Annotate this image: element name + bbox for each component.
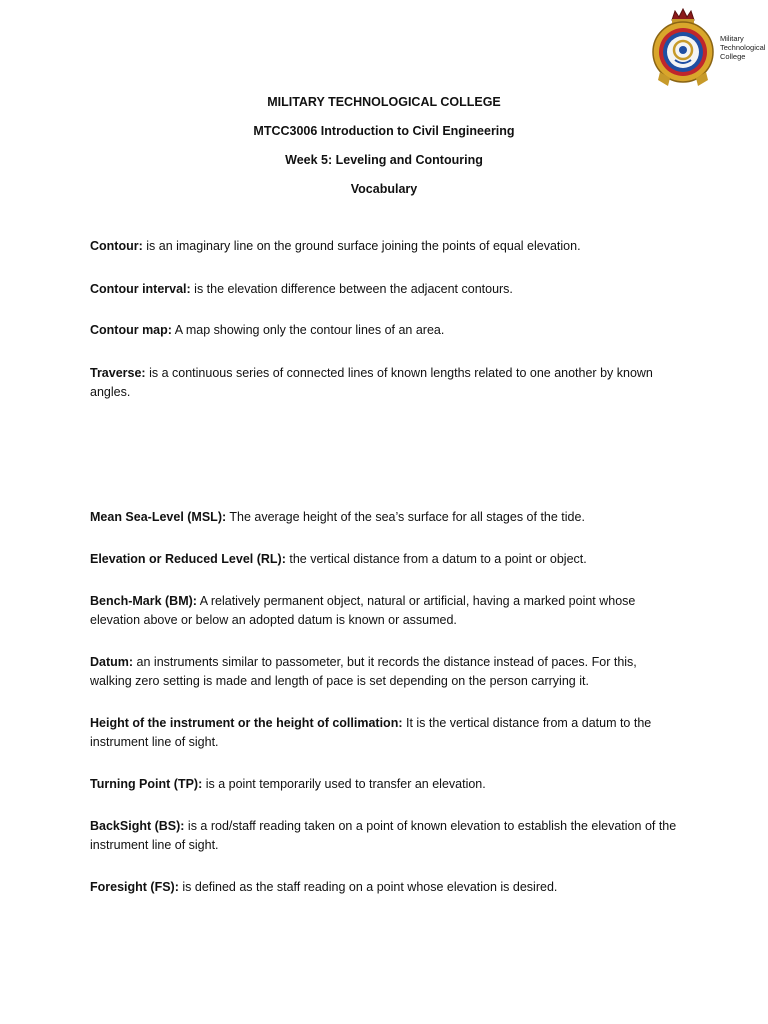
week-title: Week 5: Leveling and Contouring	[285, 153, 483, 167]
definition-text: the vertical distance from a datum to a point or object.	[285, 552, 587, 566]
definition-elevation	[90, 550, 680, 569]
definition-text: is an imaginary line on the ground surface joining the points of equal elevation.	[142, 239, 581, 253]
course-title: MTCC3006 Introduction to Civil Engineering	[253, 124, 515, 138]
definition-text: It is the vertical distance from a datum to the instrument line of sight.	[90, 716, 652, 749]
definition-contour-map	[90, 321, 680, 340]
definition-bench-mark	[90, 592, 680, 630]
section-title: Vocabulary	[350, 182, 418, 196]
definition-text: The average height of the sea’s surface for all stages of the tide.	[226, 510, 585, 524]
definition-datum	[90, 653, 680, 691]
definition-text: is a point temporarily used to transfer an elevation.	[202, 777, 486, 791]
logo-caption	[720, 34, 766, 61]
definition-contour	[90, 237, 680, 256]
definition-term: BackSight (BS):	[90, 819, 185, 833]
logo-caption-line: College	[720, 52, 746, 61]
definition-backsight	[90, 817, 680, 855]
definition-term: Contour map:	[90, 323, 172, 337]
definition-term: Bench-Mark (BM):	[90, 594, 197, 608]
logo-caption-line: Military	[720, 34, 744, 43]
definition-text: A relatively permanent object, natural or artificial, having a marked point whose elevation above or below an adopted datum is known or assumed.	[90, 594, 636, 627]
definition-text: an instruments similar to passometer, but it records the distance instead of paces. For this, walking zero setting is made and length of pace is set depending on the person carrying it.	[90, 655, 637, 688]
definition-text: A map showing only the contour lines of an area.	[171, 323, 445, 337]
definition-traverse	[90, 364, 680, 402]
definition-turning-point	[90, 775, 680, 794]
definition-term: Datum:	[90, 655, 134, 669]
definition-text: is the elevation difference between the adjacent contours.	[190, 282, 513, 296]
definition-foresight	[90, 878, 680, 897]
definition-term: Traverse:	[90, 366, 146, 380]
definition-term: Contour interval:	[90, 282, 191, 296]
definition-term: Elevation or Reduced Level (RL):	[90, 552, 286, 566]
definition-term: Foresight (FS):	[90, 880, 179, 894]
definition-contour-interval	[90, 280, 680, 299]
definition-term: Turning Point (TP):	[90, 777, 203, 791]
definition-term: Contour:	[90, 239, 143, 253]
definition-text: is a rod/staff reading taken on a point of known elevation to establish the elevation of the instrument line of sight.	[90, 819, 677, 852]
definition-text: is a continuous series of connected lines of known lengths related to one another by known angles.	[90, 366, 653, 399]
definition-mean-sea-level	[90, 508, 680, 527]
definition-term: Mean Sea-Level (MSL):	[90, 510, 227, 524]
college-crest-logo	[648, 6, 718, 92]
college-title: MILITARY TECHNOLOGICAL COLLEGE	[267, 95, 501, 109]
definition-height-of-instrument	[90, 714, 680, 752]
logo-caption-line: Technological	[720, 43, 766, 52]
definition-text: is defined as the staff reading on a point whose elevation is desired.	[178, 880, 558, 894]
definition-term: Height of the instrument or the height of collimation:	[90, 716, 403, 730]
